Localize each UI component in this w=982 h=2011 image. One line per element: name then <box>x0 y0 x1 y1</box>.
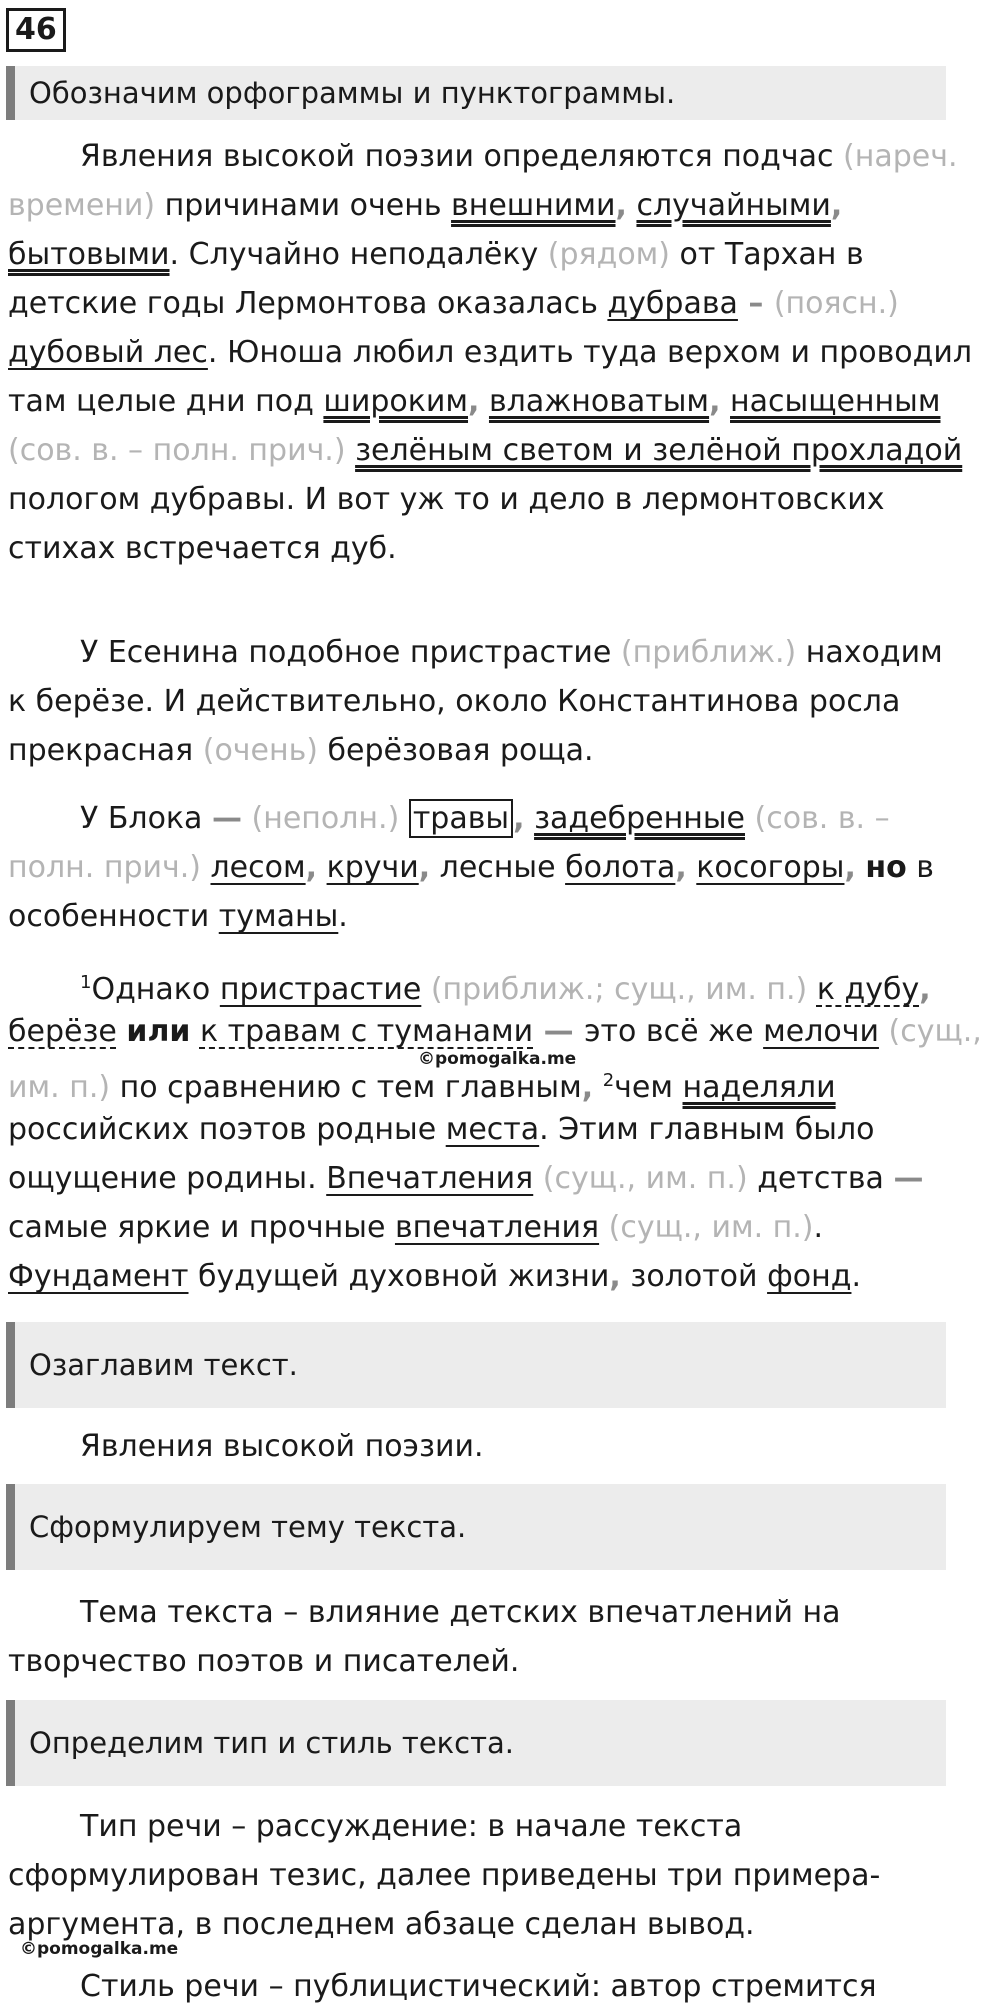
paragraph-4: $^1$Однако пристрастие (приближ.; сущ., им. п.) к дубу, берёзе или к травам с туманами — это всё же мелочи (сущ., им. п.) по сравнению с тем главным, $^2$чем наделяли российских поэтов родные места. Этим главным было ощущение родины. Впечатления (сущ., им. п.) детства — самые яркие и прочные впечатления (сущ., им. п.). Фундамент будущей духовной жизни, золотой фонд. <box>8 972 982 1294</box>
answer-style: Стиль речи – публицистический: автор стремится <box>80 1969 877 2004</box>
heading-type-style <box>6 1700 946 1786</box>
exercise-number: 46 <box>6 8 66 52</box>
paragraph-3: У Блока — (неполн.) травы , задебренные (сов. в. – полн. прич.) лесом, кручи, лесные болота, косогоры, но в особенности туманы. <box>8 801 934 934</box>
heading-text: Озаглавим текст. <box>29 1348 298 1382</box>
heading-text: Определим тип и стиль текста. <box>29 1726 514 1760</box>
heading-title <box>6 1322 946 1408</box>
heading-text: Обозначим орфограммы и пунктограммы. <box>29 76 676 110</box>
answer-type: Тип речи – рассуждение: в начале текста сформулирован тезис, далее приведены три примера- аргумента, в последнем абзаце сделан вывод. <box>8 1809 881 1942</box>
answer-title: Явления высокой поэзии. <box>80 1429 484 1464</box>
paragraph-2: У Есенина подобное пристрастие (приближ.) находим к берёзе. И действительно, около Константинова росла прекрасная (очень) берёзовая роща. <box>8 635 943 768</box>
watermark-bottom: ©pomogalka.me <box>20 1939 179 1959</box>
heading-text: Сформулируем тему текста. <box>29 1510 467 1544</box>
watermark: ©pomogalka.me <box>418 1049 577 1069</box>
heading-orthograms <box>6 66 946 120</box>
paragraph-1: Явления высокой поэзии определяются подчас (нареч. времени) причинами очень внешними, случайными, бытовыми. Случайно неподалёку (рядом) от Тархан в детские годы Лермонтова оказалась дубрава – (поясн.) дубовый лес. Юноша любил ездить туда верхом и проводил там целые дни под широким, влажноватым, насыщенным (сов. в. – полн. прич.) зелёным светом и зелёной прохладой пологом дубравы. И вот уж то и дело в лермонтовских стихах встречается дуб. <box>8 139 973 566</box>
answer-theme: Тема текста – влияние детских впечатлений на творчество поэтов и писателей. <box>8 1595 841 1679</box>
heading-theme <box>6 1484 946 1570</box>
